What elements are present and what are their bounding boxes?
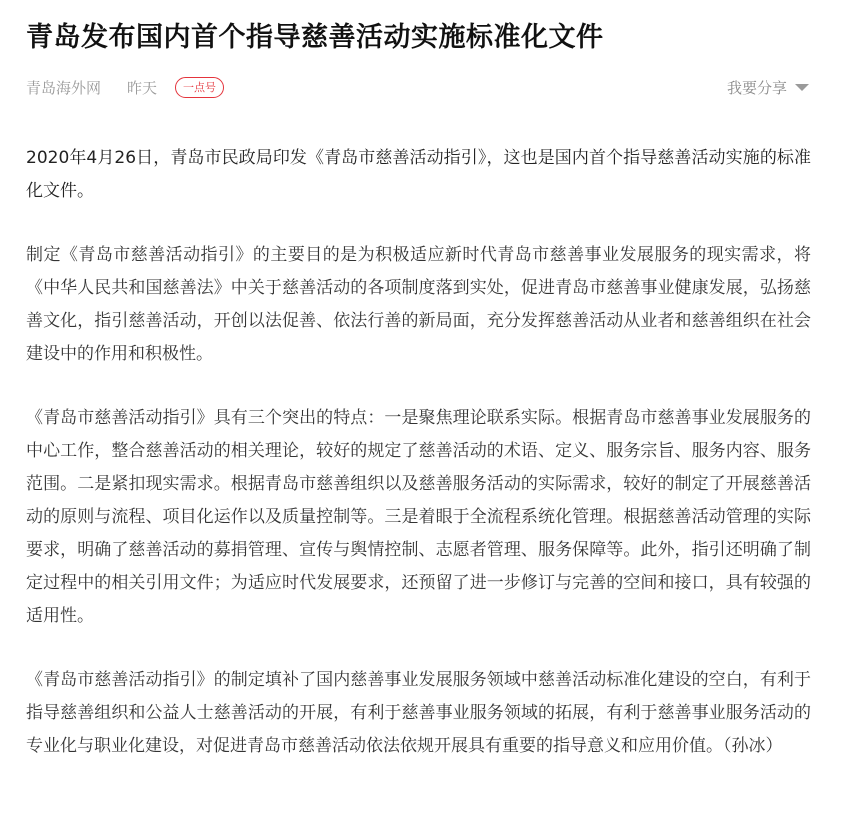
article-time: 昨天: [127, 78, 158, 97]
caret-down-icon: [795, 84, 809, 91]
article-body: [26, 142, 811, 763]
article-paragraph: 《青岛市慈善活动指引》具有三个突出的特点：一是聚焦理论联系实际。根据青岛市慈善事业发展服务的中心工作，整合慈善活动的相关理论，较好的规定了慈善活动的术语、定义、服务宗旨、服务内容、服务范围。二是紧扣现实需求。根据青岛市慈善组织以及慈善服务活动的实际需求，较好的制定了开展慈善活动的原则与流程、项目化运作以及质量控制等。三是着眼于全流程系统化管理。根据慈善活动管理的实际要求，明确了慈善活动的募捐管理、宣传与舆情控制、志愿者管理、服务保障等。此外，指引还明确了制定过程中的相关引用文件；为适应时代发展要求，还预留了进一步修订与完善的空间和接口，具有较强的适用性。: [26, 408, 811, 626]
article-source[interactable]: 青岛海外网: [26, 78, 102, 97]
article-title: 青岛发布国内首个指导慈善活动实施标准化文件: [26, 22, 604, 53]
article-paragraph: 制定《青岛市慈善活动指引》的主要目的是为积极适应新时代青岛市慈善事业发展服务的现实需求，将《中华人民共和国慈善法》中关于慈善活动的各项制度落到实处，促进青岛市慈善事业健康发展，弘扬慈善文化，指引慈善活动，开创以法促善、依法行善的新局面，充分发挥慈善活动从业者和慈善组织在社会建设中的作用和积极性。: [26, 245, 811, 364]
share-label: 我要分享: [726, 78, 787, 97]
article-paragraph: 2020年4月26日，青岛市民政局印发《青岛市慈善活动指引》，这也是国内首个指导慈善活动实施的标准化文件。: [26, 148, 811, 201]
article-meta: [26, 74, 811, 100]
share-button[interactable]: [727, 77, 809, 98]
yidianhao-badge[interactable]: 一点号: [175, 77, 224, 98]
article-paragraph: 《青岛市慈善活动指引》的制定填补了国内慈善事业发展服务领域中慈善活动标准化建设的空白，有利于指导慈善组织和公益人士慈善活动的开展，有利于慈善事业服务领域的拓展，有利于慈善事业服务活动的专业化与职业化建设，对促进青岛市慈善活动依法依规开展具有重要的指导意义和应用价值。（孙冰）: [26, 670, 811, 756]
